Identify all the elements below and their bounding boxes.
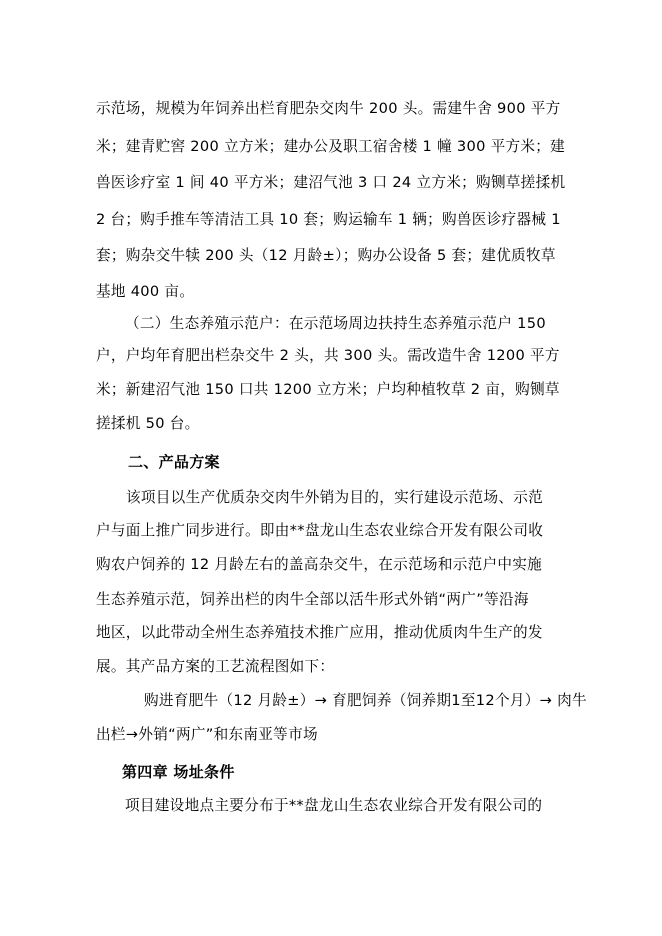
body-text-line: 购农户饲养的 12 月龄左右的盖高杂交牛，在示范场和示范户中实施 [96,556,543,573]
body-text-line: 户与面上推广同步进行。即由**盘龙山生态农业综合开发有限公司收 [96,522,544,539]
body-text-line: 生态养殖示范，饲养出栏的肉牛全部以活牛形式外销“两广”等沿海 [96,591,529,608]
process-flow-line: 购进育肥牛（12 月龄±）→ 育肥饲养（饲养期1至12个月）→ 肉牛 [144,692,587,709]
body-text-line: 套；购杂交牛犊 200 头（12 月龄±）；购办公设备 5 套；建优质牧草 [96,247,556,264]
process-flow-line: 出栏→外销“两广”和东南亚等市场 [96,726,318,743]
body-text-line: 基地 400 亩。 [96,283,195,300]
body-text-line: 2 台；购手推车等清洁工具 10 套；购运输车 1 辆；购兽医诊疗器械 1 [96,211,561,228]
body-text-line: 兽医诊疗室 1 间 40 平方米；建沼气池 3 口 24 立方米；购铡草搓揉机 [96,174,566,191]
paragraph-first-line: 项目建设地点主要分布于**盘龙山生态农业综合开发有限公司的 [125,797,543,814]
body-text-line: 户，户均年育肥出栏杂交牛 2 头，共 300 头。需改造牛舍 1200 平方 [96,347,560,364]
body-text-line: 地区，以此带动全州生态养殖技术推广应用，推动优质肉牛生产的发 [96,624,543,641]
body-text-line: 米；建青贮窖 200 立方米；建办公及职工宿舍楼 1 幢 300 平方米；建 [96,138,566,155]
body-text-line: 搓揉机 50 台。 [96,415,200,432]
sub-section-first-line: （二）生态养殖示范户：在示范场周边扶持生态养殖示范户 150 [125,315,546,332]
body-text-line: 米；新建沼气池 150 口共 1200 立方米；户均种植牧草 2 亩，购铡草 [96,381,560,398]
paragraph-first-line: 该项目以生产优质杂交肉牛外销为目的，实行建设示范场、示范 [126,489,544,506]
body-text-line: 示范场，规模为年饲养出栏育肥杂交肉牛 200 头。需建牛舍 900 平方 [96,100,561,117]
body-text-line: 展。其产品方案的工艺流程图如下： [96,658,335,675]
chapter-heading: 第四章 场址条件 [122,763,235,781]
section-heading-product-plan: 二、产品方案 [128,453,220,471]
